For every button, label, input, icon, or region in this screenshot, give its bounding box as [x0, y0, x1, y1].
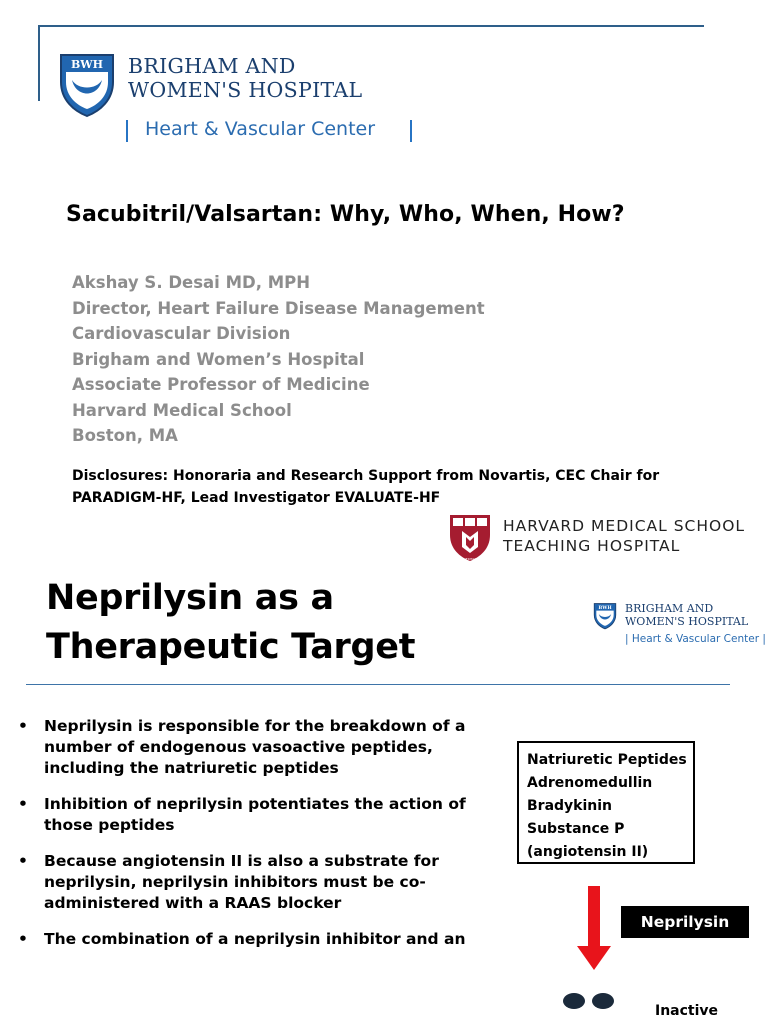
bullet-item [18, 851, 488, 914]
bwh-logo [58, 52, 418, 162]
logo-brand-line-2: WOMEN'S HOSPITAL [128, 78, 363, 102]
neprilysin-label: Neprilysin [621, 906, 749, 938]
author-line: Director, Heart Failure Disease Management [72, 298, 485, 318]
author-line: Brigham and Women’s Hospital [72, 349, 365, 369]
header-side-rule [38, 25, 40, 101]
red-down-arrow-icon [577, 886, 611, 970]
bullet-item [18, 794, 488, 836]
author-line: Harvard Medical School [72, 400, 292, 420]
peptide-fragment-icon [592, 993, 614, 1009]
bwh-shield-icon [58, 52, 116, 118]
bullet-item [18, 929, 488, 950]
author-line: Cardiovascular Division [72, 324, 291, 343]
header-rule [38, 25, 704, 27]
slide-title-line-2: Therapeutic Target [46, 627, 416, 667]
substrate-item: Adrenomedullin [527, 775, 653, 791]
presentation-title: Sacubitril/Valsartan: Why, Who, When, How? [66, 202, 625, 227]
logo-divider-right [410, 120, 412, 142]
substrate-item: Natriuretic Peptides [527, 752, 687, 768]
bullet-icon: • [18, 717, 28, 735]
substrates-box [517, 741, 695, 864]
substrate-item: Bradykinin [527, 798, 613, 814]
harvard-crest-icon [448, 513, 492, 563]
peptide-fragment-icon [563, 993, 585, 1009]
author-line: Akshay S. Desai MD, MPH [72, 273, 311, 292]
substrate-item: (angiotensin II) [527, 844, 649, 860]
bullet-icon: • [18, 795, 28, 813]
author-line: Associate Professor of Medicine [72, 375, 370, 394]
small-logo-subtitle: | Heart & Vascular Center | [625, 633, 766, 645]
bullet-text: Neprilysin is responsible for the breakdown of a number of endogenous vasoactive peptides, including the natriuretic peptides [44, 717, 466, 777]
bullet-icon: • [18, 930, 28, 948]
bullet-text: The combination of a neprilysin inhibitor and an [44, 930, 466, 948]
slide-title [46, 574, 415, 672]
svg-text:BWH: BWH [70, 58, 104, 71]
small-logo-subtitle-text: Heart & Vascular Center [631, 633, 760, 645]
hms-line-2: TEACHING HOSPITAL [503, 537, 681, 555]
bwh-shield-icon [593, 602, 617, 630]
hms-line-1: HARVARD MEDICAL SCHOOL [503, 517, 746, 535]
title-slide [0, 0, 768, 506]
bullet-item [18, 716, 488, 779]
bullet-icon: • [18, 852, 28, 870]
bullet-text: Inhibition of neprilysin potentiates the action of those peptides [44, 795, 466, 834]
small-logo-brand-line-1: BRIGHAM AND [625, 602, 714, 615]
slide-title-line-1: Neprilysin as a [46, 578, 334, 618]
bullet-text: Because angiotensin II is also a substrate for neprilysin, neprilysin inhibitors must be co-administered with a RAAS blocker [44, 852, 439, 912]
inactive-label: Inactive [655, 1003, 719, 1019]
bwh-logo-small [593, 602, 768, 650]
svg-text:VERITAS: VERITAS [463, 557, 477, 561]
author-block [72, 270, 485, 449]
author-line: Boston, MA [72, 426, 178, 445]
content-slide [0, 506, 768, 1024]
bullet-list [18, 716, 488, 965]
logo-brand-line-1: BRIGHAM AND [128, 54, 296, 78]
substrate-item: Substance P [527, 821, 625, 837]
small-logo-brand-line-2: WOMEN'S HOSPITAL [625, 615, 749, 628]
svg-text:BWH: BWH [598, 605, 612, 611]
title-underline [26, 684, 730, 685]
logo-divider-left [126, 120, 128, 142]
disclosures-text: Disclosures: Honoraria and Research Support from Novartis, CEC Chair for PARADIGM-HF, Lead Investigator EVALUATE-HF [72, 468, 660, 506]
logo-subtitle: Heart & Vascular Center [145, 118, 376, 140]
